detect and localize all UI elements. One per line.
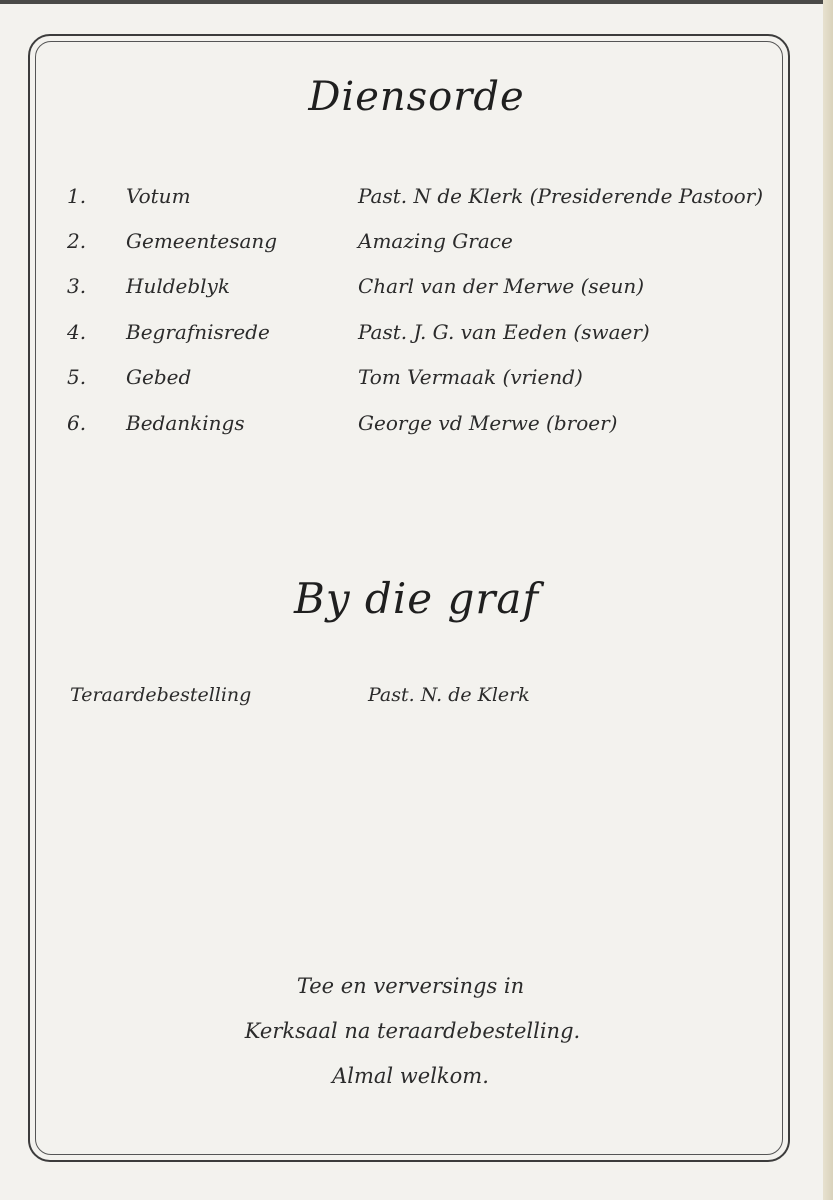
program-item: Gemeentesang: [126, 229, 278, 253]
closing-line: Tee en verversings in: [296, 974, 525, 998]
program-item: Huldeblyk: [126, 274, 230, 298]
program-row: [0, 320, 833, 350]
program-row: [0, 229, 833, 259]
program-person: Amazing Grace: [358, 229, 513, 253]
page-title: Diensorde: [308, 74, 525, 120]
program-item: Votum: [126, 184, 191, 208]
program-row: [0, 411, 833, 441]
program-row: [0, 184, 833, 214]
program-item: Begrafnisrede: [126, 320, 270, 344]
program-person: Tom Vermaak (vriend): [358, 365, 583, 389]
program-number: 5.: [67, 365, 87, 389]
closing-line: Almal welkom.: [332, 1064, 489, 1088]
program-person: Past. J. G. van Eeden (swaer): [358, 320, 650, 344]
section-title-grave: By die graf: [293, 574, 539, 623]
closing-line: Kerksaal na teraardebestelling.: [244, 1019, 581, 1043]
program-number: 3.: [67, 274, 87, 298]
grave-person: Past. N. de Klerk: [368, 684, 530, 706]
program-row: [0, 365, 833, 395]
page-top-edge: [0, 0, 833, 4]
program-item: Bedankings: [126, 411, 245, 435]
program-number: 6.: [67, 411, 87, 435]
program-person: Charl van der Merwe (seun): [358, 274, 645, 298]
program-item: Gebed: [126, 365, 192, 389]
program-row: [0, 274, 833, 304]
program-number: 2.: [67, 229, 87, 253]
program-person: George vd Merwe (broer): [358, 411, 618, 435]
grave-label: Teraardebestelling: [70, 684, 252, 706]
program-number: 4.: [67, 320, 87, 344]
program-number: 1.: [67, 184, 87, 208]
program-person: Past. N de Klerk (Presiderende Pastoor): [358, 184, 764, 208]
